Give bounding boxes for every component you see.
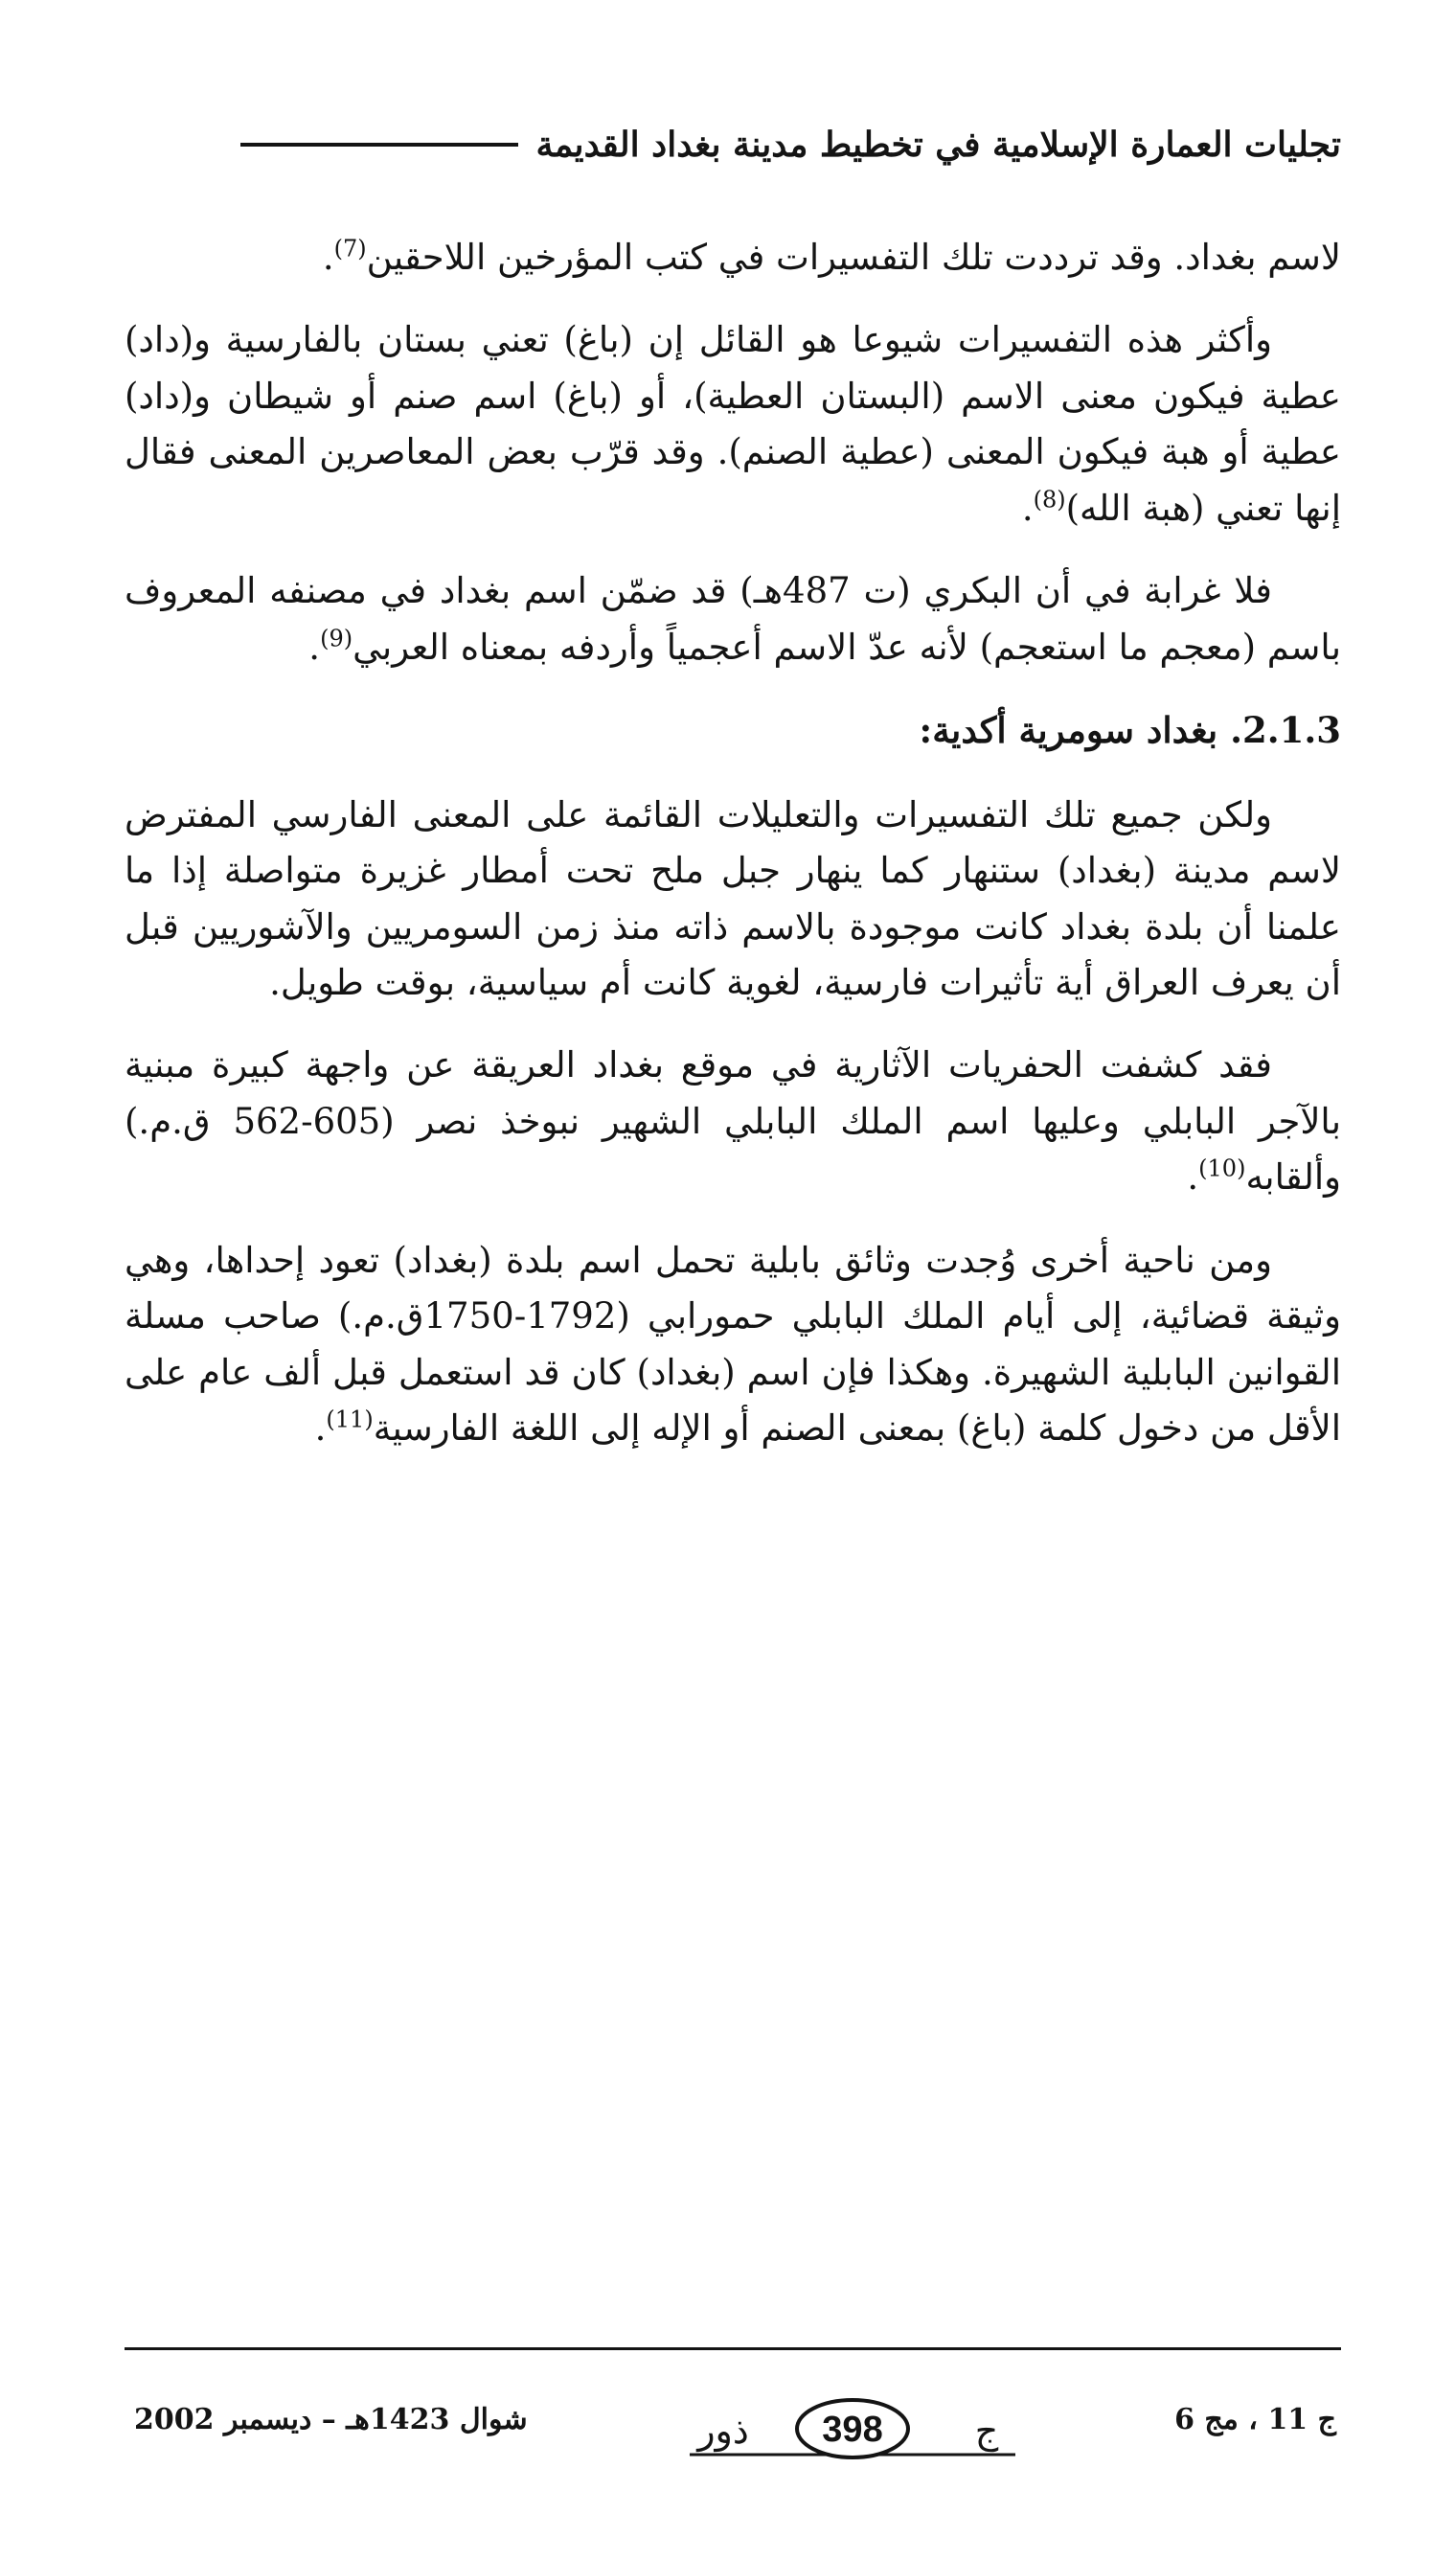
running-head-rule	[240, 143, 518, 147]
footnote-ref-7: (7)	[333, 235, 367, 263]
running-head-title: تجليات العمارة الإسلامية في تخطيط مدينة بغداد القديمة	[535, 125, 1341, 165]
paragraph-6: ومن ناحية أخرى وُجدت وثائق بابلية تحمل اسم بلدة (بغداد) تعود إحداها، وهي وثيقة قضائية، إلى أيام الملك البابلي حمورابي (1792-1750ق.م.) صاحب مسلة القوانين البابلية الشهيرة. وهكذا فإن اسم (بغداد) كان قد استعمل قبل ألف عام على الأقل من دخول كلمة (باغ) بمعنى الصنم أو الإله إلى اللغة الفارسية$^{(11)}$.	[125, 1239, 1341, 1450]
footer-rule	[125, 2347, 1341, 2350]
journal-logo	[671, 2386, 1035, 2472]
footnote-ref-8: (8)	[1033, 486, 1066, 514]
journal-logo-text: ج	[974, 2410, 999, 2452]
footnote-ref-9: (9)	[320, 625, 353, 652]
footnote-ref-11: (11)	[326, 1406, 374, 1433]
paragraph-3: فلا غرابة في أن البكري (ت 487هـ) قد ضمّن اسم بغداد في مصنفه المعروف باسم (معجم ما استعجم) لأنه عدّ الاسم أعجمياً وأردفه بمعناه العربي$^{(9)}$.	[125, 570, 1341, 668]
running-head	[125, 125, 1341, 165]
footer-volume: ج 11 ، مج 6	[1174, 2403, 1336, 2436]
journal-logo-graphic	[671, 2386, 1035, 2472]
paragraph-5: فقد كشفت الحفريات الآثارية في موقع بغداد العريقة عن واجهة كبيرة مبنية بالآجر البابلي وعليها اسم الملك البابلي الشهير نبوخذ نصر (605-562 ق.م.) وألقابه$^{(10)}$.	[125, 1044, 1341, 1199]
paragraph-2: وأكثر هذه التفسيرات شيوعا هو القائل إن (باغ) تعني بستان بالفارسية و(داد) عطية فيكون معنى الاسم (البستان العطية)، أو (باغ) اسم صنم أو شيطان و(داد) عطية أو هبة فيكون المعنى (عطية الصنم). وقد قرّب بعض المعاصرين المعنى فقال إنها تعني (هبة الله)$^{(8)}$.	[125, 319, 1341, 529]
section-heading: 2.1.3. بغداد سومرية أكدية:	[919, 709, 1341, 752]
document-page	[125, 115, 1341, 2472]
page-number: 398	[822, 2410, 883, 2450]
paragraph-4: ولكن جميع تلك التفسيرات والتعليلات القائمة على المعنى الفارسي المفترض لاسم مدينة (بغداد) ستنهار كما ينهار جبل ملح تحت أمطار غزيرة متواصلة إذا ما علمنا أن بلدة بغداد كانت موجودة بالاسم ذاته منذ زمن السومريين والآشوريين قبل أن يعرف العراق أية تأثيرات فارسية، لغوية كانت أم سياسية، بوقت طويل.	[125, 793, 1341, 1003]
footer-date: شوال 1423هـ – ديسمبر 2002	[134, 2403, 528, 2436]
page-footer	[125, 2386, 1341, 2472]
journal-logo-text-end: ذور	[697, 2410, 749, 2452]
body-text	[125, 230, 1341, 1484]
footnote-ref-10: (10)	[1198, 1155, 1246, 1183]
paragraph-1: لاسم بغداد. وقد ترددت تلك التفسيرات في كتب المؤرخين اللاحقين$^{(7)}$.	[322, 235, 1341, 278]
